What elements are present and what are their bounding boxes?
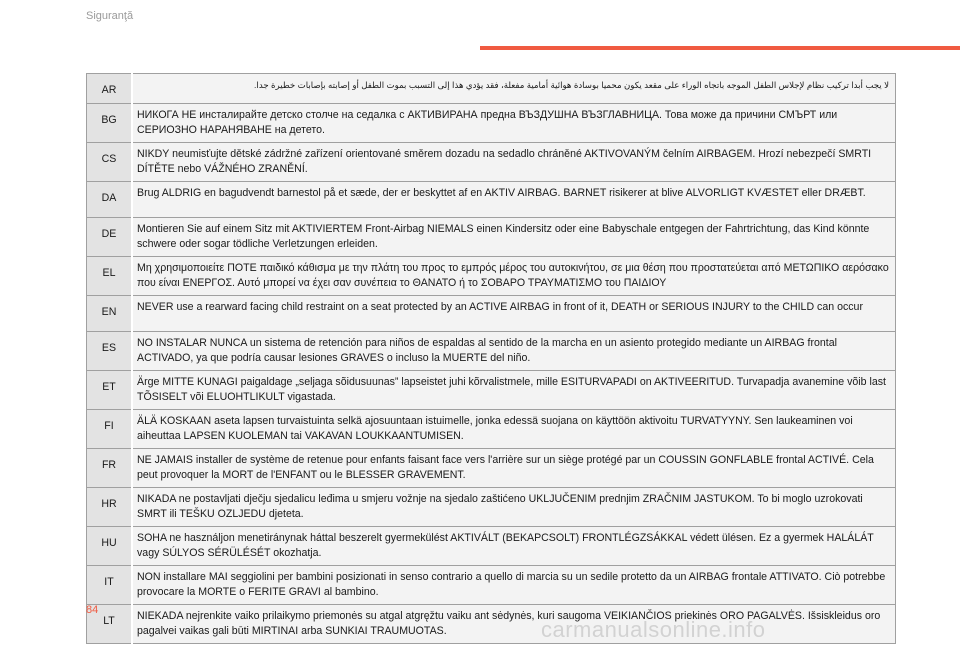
warning-row-lt bbox=[87, 605, 896, 644]
language-code: FR bbox=[87, 449, 133, 488]
warning-row-fi bbox=[87, 410, 896, 449]
warning-row-el bbox=[87, 257, 896, 296]
language-code: HR bbox=[87, 488, 133, 527]
header-accent-bar bbox=[480, 46, 960, 50]
language-code: DA bbox=[87, 182, 133, 218]
warning-text: NIEKADA nejrenkite vaiko prilaikymo priemonės su atgal atgręžtu vaiku ant sėdynės, kuri saugoma VEIKIANČIOS priekinės ORO PAGALVĖS. Išsiskleidus oro pagalvei vaikas gali būti MIRTINAI arba SUNKIAI TRAUMUOTAS. bbox=[132, 605, 896, 644]
language-code: LT bbox=[87, 605, 133, 644]
warning-text: Montieren Sie auf einem Sitz mit AKTIVIERTEM Front-Airbag NIEMALS einen Kindersitz oder eine Babyschale entgegen der Fahrtrichtung, das Kind könnte schwere oder sogar tödliche Verletzungen erleiden. bbox=[132, 218, 896, 257]
warning-text: NIKDY neumisťujte dětské zádržné zařízení orientované směrem dozadu na sedadlo chráněné AKTIVOVANÝM čelním AIRBAGEM. Hrozí nebezpečí SMRTI DÍTĚTE nebo VÁŽNÉHO ZRANĚNÍ. bbox=[132, 143, 896, 182]
warning-row-de bbox=[87, 218, 896, 257]
language-code: BG bbox=[87, 104, 133, 143]
warning-row-bg bbox=[87, 104, 896, 143]
warning-text: Ärge MITTE KUNAGI paigaldage „seljaga sõidusuunas” lapseistet juhi kõrvalistmele, mille ESITURVAPADI on AKTIVEERITUD. Turvapadja avanemine võib last TÕSISELT või ELUOHTLIKULT vigastada. bbox=[132, 371, 896, 410]
warning-text: لا يجب أبدا تركيب نظام لإجلاس الطفل الموجه باتجاه الوراء على مقعد يكون محميا بوسادة هوائية أمامية مفعلة، فقد يؤدي هذا إلى التسبب بموت الطفل أو إصابته بإصابات خطيرة جدا. bbox=[132, 74, 896, 104]
warning-row-fr bbox=[87, 449, 896, 488]
language-code: EL bbox=[87, 257, 133, 296]
warning-text: NIKADA ne postavljati dječju sjedalicu leđima u smjeru vožnje na sjedalo zaštićeno UKLJUČENIM prednjim ZRAČNIM JASTUKOM. To bi moglo uzrokovati SMRT ili TEŠKU OZLJEDU djeteta. bbox=[132, 488, 896, 527]
watermark: carmanualsonline.info bbox=[541, 617, 766, 642]
language-code: EN bbox=[87, 296, 133, 332]
warning-row-ar bbox=[87, 74, 896, 104]
warning-row-hu bbox=[87, 527, 896, 566]
section-title: Siguranţă bbox=[86, 10, 134, 22]
warning-text: NO INSTALAR NUNCA un sistema de retención para niños de espaldas al sentido de la marcha en un asiento protegido mediante un AIRBAG frontal ACTIVADO, ya que podría causar lesiones GRAVES o incluso la MUERTE del niño. bbox=[132, 332, 896, 371]
warning-text: NEVER use a rearward facing child restraint on a seat protected by an ACTIVE AIRBAG in front of it, DEATH or SERIOUS INJURY to the CHILD can occur bbox=[132, 296, 896, 332]
warning-row-et bbox=[87, 371, 896, 410]
warning-row-hr bbox=[87, 488, 896, 527]
warning-row-it bbox=[87, 566, 896, 605]
page-number: 84 bbox=[86, 604, 99, 616]
warning-text: НИКОГА НЕ инсталирайте детско столче на седалка с АКТИВИРАНА предна ВЪЗДУШНА ВЪЗГЛАВНИЦА. Това може да причини СМЪРТ или СЕРИОЗНО НАРАНЯВАНЕ на детето. bbox=[132, 104, 896, 143]
language-code: DE bbox=[87, 218, 133, 257]
warning-row-es bbox=[87, 332, 896, 371]
language-code: AR bbox=[87, 74, 133, 104]
language-code: FI bbox=[87, 410, 133, 449]
language-code: ET bbox=[87, 371, 133, 410]
airbag-warning-table bbox=[86, 73, 896, 644]
warning-text: Brug ALDRIG en bagudvendt barnestol på et sæde, der er beskyttet af en AKTIV AIRBAG. BARNET risikerer at blive ALVORLIGT KVÆSTET eller DRÆBT. bbox=[132, 182, 896, 218]
language-code: HU bbox=[87, 527, 133, 566]
warning-text: Μη χρησιμοποιείτε ΠΟΤΕ παιδικό κάθισμα με την πλάτη του προς το εμπρός μέρος του αυτοκινήτου, σε μια θέση που προστατεύεται από ΜΕΤΩΠΙΚΟ αερόσακο που είναι ΕΝΕΡΓΟΣ. Αυτό μπορεί να έχει σαν συνέπεια το ΘΑΝΑΤΟ ή το ΣΟΒΑΡΟ ΤΡΑΥΜΑΤΙΣΜΟ του ΠΑΙΔΙΟΥ bbox=[132, 257, 896, 296]
language-code: IT bbox=[87, 566, 133, 605]
warning-text: NON installare MAI seggiolini per bambini posizionati in senso contrario a quello di marcia su un sedile protetto da un AIRBAG frontale ATTIVATO. Ciò potrebbe provocare la MORTE o FERITE GRAVI al bambino. bbox=[132, 566, 896, 605]
warning-row-en bbox=[87, 296, 896, 332]
warning-text: ÄLÄ KOSKAAN aseta lapsen turvaistuinta selkä ajosuuntaan istuimelle, jonka edessä suojana on käyttöön aktivoitu TURVATYYNY. Sen laukeaminen voi aiheuttaa LAPSEN KUOLEMAN tai VAKAVAN LOUKKAANTUMISEN. bbox=[132, 410, 896, 449]
warning-text: NE JAMAIS installer de système de retenue pour enfants faisant face vers l'arrière sur un siège protégé par un COUSSIN GONFLABLE frontal ACTIVÉ. Cela peut provoquer la MORT de l'ENFANT ou le BLESSER GRAVEMENT. bbox=[132, 449, 896, 488]
language-code: CS bbox=[87, 143, 133, 182]
warning-row-da bbox=[87, 182, 896, 218]
warning-text: SOHA ne használjon menetiránynak háttal beszerelt gyermekülést AKTIVÁLT (BEKAPCSOLT) FRONTLÉGZSÁKKAL védett ülésen. Ez a gyermek HALÁLÁT vagy SÚLYOS SÉRÜLÉSÉT okozhatja. bbox=[132, 527, 896, 566]
warning-row-cs bbox=[87, 143, 896, 182]
language-code: ES bbox=[87, 332, 133, 371]
